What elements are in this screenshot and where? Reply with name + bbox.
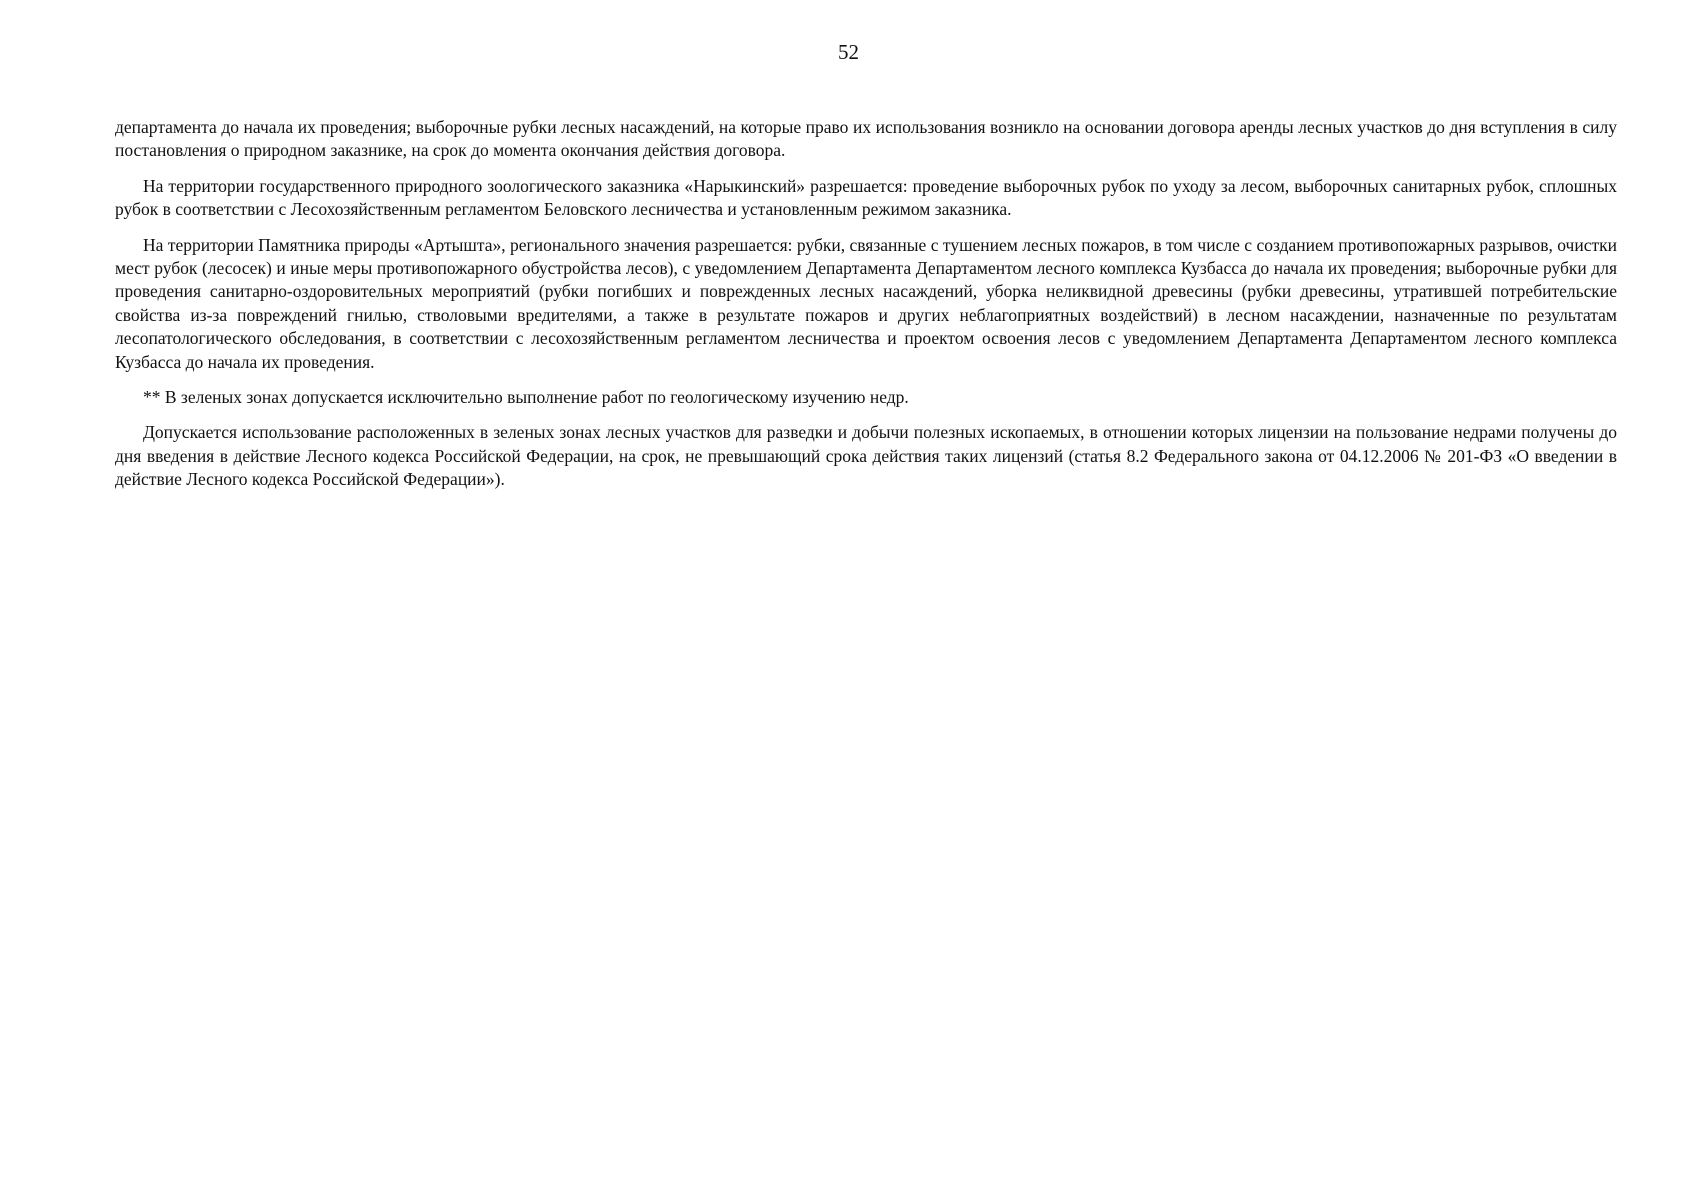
page-number: 52 bbox=[838, 40, 859, 64]
paragraph-green-zones-footnote: ** В зеленых зонах допускается исключительно выполнение работ по геологическому изучению недр. bbox=[143, 387, 909, 408]
paragraph-continuation: департамента до начала их проведения; выборочные рубки лесных насаждений, на которые право их использования возникло на основании договора аренды лесных участков до дня вступления в силу постановления о природном заказнике, на срок до момента окончания действия договора. bbox=[115, 117, 1617, 161]
paragraph-mineral-exploration: Допускается использование расположенных в зеленых зонах лесных участков для разведки и добычи полезных ископаемых, в отношении которых лицензии на пользование недрами получены до дня введения в действие Лесного кодекса Российской Федерации, на срок, не превышающий срока действия таких лицензий (статья 8.2 Федерального закона от 04.12.2006 № 201-ФЗ «О введении в действие Лесного кодекса Российской Федерации»). bbox=[115, 422, 1617, 490]
paragraph-artyshta-monument: На территории Памятника природы «Артышта», регионального значения разрешается: рубки, связанные с тушением лесных пожаров, в том числе с созданием противопожарных разрывов, очистки мест рубок (лесосек) и иные меры противопожарного обустройства лесов), с уведомлением Департамента Департаментом лесного комплекса Кузбасса до начала их проведения; выборочные рубки для проведения санитарно-оздоровительных мероприятий (рубки погибших и поврежденных лесных насаждений, уборка неликвидной древесины (рубки древесины, утратившей потребительские свойства из-за повреждений гнилью, стволовыми вредителями, а также в результате пожаров и других неблагоприятных воздействий) в лесном насаждении, назначенные по результатам лесопатологического обследования, в соответствии с лесохозяйственным регламентом лесничества и проектом освоения лесов с уведомлением Департамента Департаментом лесного комплекса Кузбасса до начала их проведения. bbox=[115, 234, 1617, 372]
document-body bbox=[115, 116, 1617, 504]
paragraph-narykinsky-reserve: На территории государственного природного зоологического заказника «Нарыкинский» разрешается: проведение выборочных рубок по уходу за лесом, выборочных санитарных рубок, сплошных рубок в соответствии с Лесохозяйственным регламентом Беловского лесничества и установленным режимом заказника. bbox=[115, 175, 1617, 220]
